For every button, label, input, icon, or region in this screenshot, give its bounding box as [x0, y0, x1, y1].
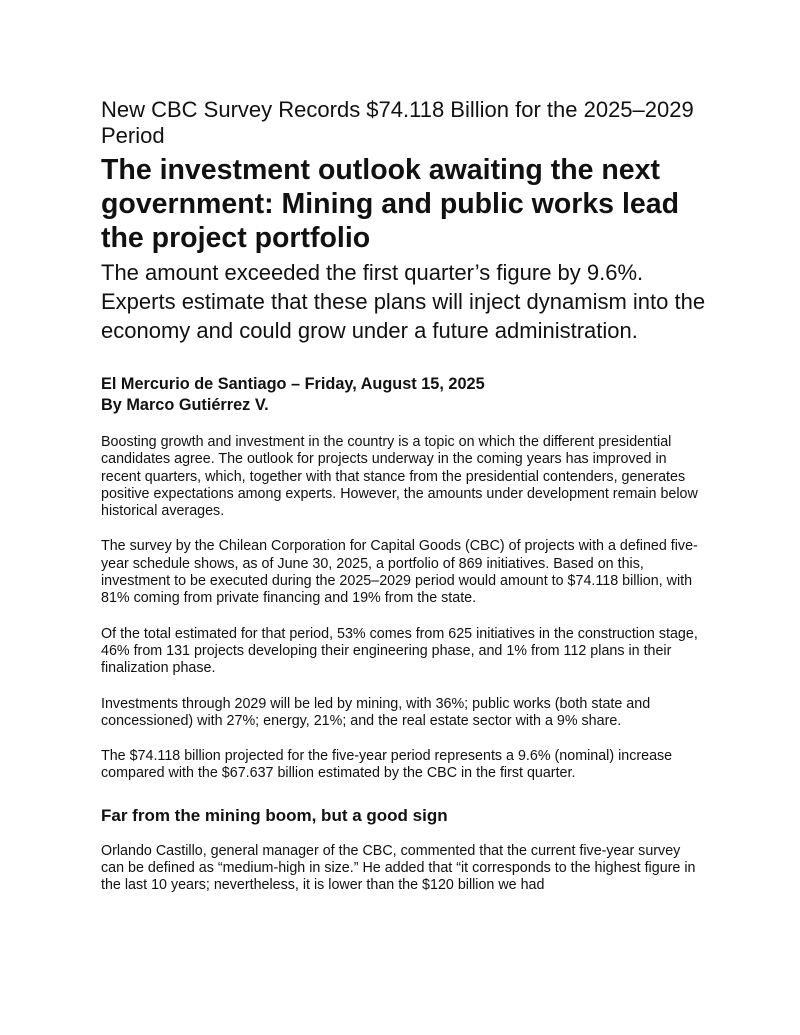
author-byline: By Marco Gutiérrez V. [101, 396, 269, 414]
body-paragraph: Of the total estimated for that period, 53% comes from 625 initiatives in the construction stage, 46% from 131 projects developing their engineering phase, and 1% from 112 plans in their finalization phase. [101, 625, 698, 677]
article [101, 97, 706, 913]
dateline: El Mercurio de Santiago – Friday, August 15, 2025 [101, 375, 485, 393]
body-paragraph: The survey by the Chilean Corporation for Capital Goods (CBC) of projects with a defined five-year schedule shows, as of June 30, 2025, a portfolio of 869 initiatives. Based on this, investment to be executed during the 2025–2029 period would amount to $74.118 billion, with 81% coming from private financing and 19% from the state. [101, 538, 698, 607]
article-body [101, 434, 706, 895]
body-paragraph: The $74.118 billion projected for the five-year period represents a 9.6% (nominal) increase compared with the $67.637 billion estimated by the CBC in the first quarter. [101, 748, 673, 782]
body-paragraph: Orlando Castillo, general manager of the CBC, commented that the current five-year survey can be defined as “medium-high in size.” He added that “it corresponds to the highest figure in the last 10 years; nevertheless, it is lower than the $120 billion we had [101, 842, 696, 894]
article-subhead: The amount exceeded the first quarter’s figure by 9.6%. Experts estimate that these plans will inject dynamism into the economy and could grow under a future administration. [101, 260, 706, 343]
article-kicker: New CBC Survey Records $74.118 Billion for the 2025–2029 Period [101, 97, 694, 148]
body-paragraph: Investments through 2029 will be led by mining, with 36%; public works (both state and concessioned) with 27%; energy, 21%; and the real estate sector with a 9% share. [101, 695, 651, 729]
body-paragraph: Boosting growth and investment in the country is a topic on which the different presidential candidates agree. The outlook for projects underway in the coming years has improved in recent quarters, which, together with that stance from the presidential contenders, generates positive expectations among experts. However, the amounts under development remain below historical averages. [101, 434, 698, 520]
article-headline: The investment outlook awaiting the next government: Mining and public works lead the project portfolio [101, 154, 679, 254]
section-heading: Far from the mining boom, but a good sign [101, 805, 448, 825]
byline-block [101, 374, 706, 416]
